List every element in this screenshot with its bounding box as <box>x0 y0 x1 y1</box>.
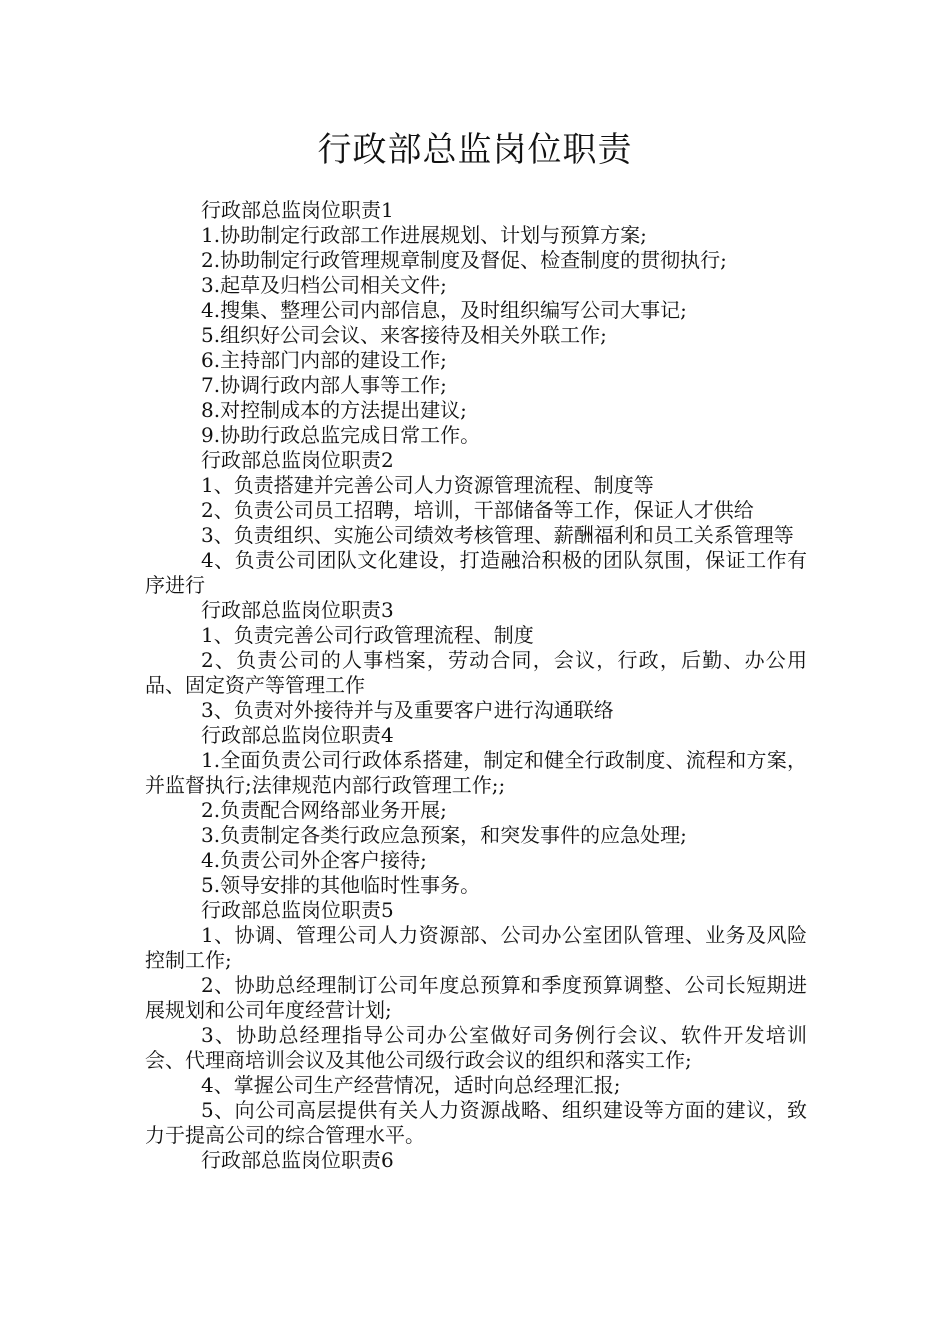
list-item: 3、负责组织、实施公司绩效考核管理、薪酬福利和员工关系管理等 <box>201 523 794 547</box>
list-item: 1.协助制定行政部工作进展规划、计划与预算方案; <box>201 223 647 247</box>
list-item: 2.协助制定行政管理规章制度及督促、检查制度的贯彻执行; <box>201 248 727 272</box>
list-item: 3.起草及归档公司相关文件; <box>201 273 447 297</box>
list-item: 4.搜集、整理公司内部信息，及时组织编写公司大事记; <box>201 298 687 322</box>
list-item: 4、负责公司团队文化建设，打造融洽积极的团队氛围，保证工作有序进行 <box>145 548 807 597</box>
list-item: 5、向公司高层提供有关人力资源战略、组织建设等方面的建议，致力于提高公司的综合管理水平。 <box>145 1098 807 1147</box>
list-item: 1、负责搭建并完善公司人力资源管理流程、制度等 <box>201 473 654 497</box>
list-item: 1、负责完善公司行政管理流程、制度 <box>201 623 534 647</box>
list-item: 3.负责制定各类行政应急预案，和突发事件的应急处理; <box>201 823 687 847</box>
list-item: 1、协调、管理公司人力资源部、公司办公室团队管理、业务及风险控制工作; <box>145 923 807 972</box>
list-item: 5.领导安排的其他临时性事务。 <box>201 873 481 897</box>
list-item: 9.协助行政总监完成日常工作。 <box>201 423 481 447</box>
list-item: 6.主持部门内部的建设工作; <box>201 348 447 372</box>
list-item: 3、负责对外接待并与及重要客户进行沟通联络 <box>201 698 614 722</box>
list-item: 2、协助总经理制订公司年度总预算和季度预算调整、公司长短期进展规划和公司年度经营计划; <box>145 973 807 1022</box>
section-heading: 行政部总监岗位职责6 <box>201 1148 394 1172</box>
list-item: 3、协助总经理指导公司办公室做好司务例行会议、软件开发培训会、代理商培训会议及其他公司级行政会议的组织和落实工作; <box>145 1023 807 1072</box>
list-item: 5.组织好公司会议、来客接待及相关外联工作; <box>201 323 607 347</box>
list-item: 1.全面负责公司行政体系搭建，制定和健全行政制度、流程和方案，并监督执行;法律规范内部行政管理工作;; <box>145 748 807 797</box>
list-item: 2.负责配合网络部业务开展; <box>201 798 447 822</box>
list-item: 7.协调行政内部人事等工作; <box>201 373 447 397</box>
document-title: 行政部总监岗位职责 <box>317 130 633 170</box>
list-item: 4.负责公司外企客户接待; <box>201 848 427 872</box>
section-heading: 行政部总监岗位职责3 <box>201 598 394 622</box>
list-item: 8.对控制成本的方法提出建议; <box>201 398 467 422</box>
section-heading: 行政部总监岗位职责5 <box>201 898 394 922</box>
list-item: 4、掌握公司生产经营情况，适时向总经理汇报; <box>201 1073 621 1097</box>
section-heading: 行政部总监岗位职责2 <box>201 448 394 472</box>
section-heading: 行政部总监岗位职责1 <box>201 198 394 222</box>
list-item: 2、负责公司的人事档案，劳动合同，会议，行政，后勤、办公用品、固定资产等管理工作 <box>145 648 807 697</box>
document-body <box>145 198 807 1173</box>
list-item: 2、负责公司员工招聘，培训，干部储备等工作，保证人才供给 <box>201 498 754 522</box>
section-heading: 行政部总监岗位职责4 <box>201 723 394 747</box>
